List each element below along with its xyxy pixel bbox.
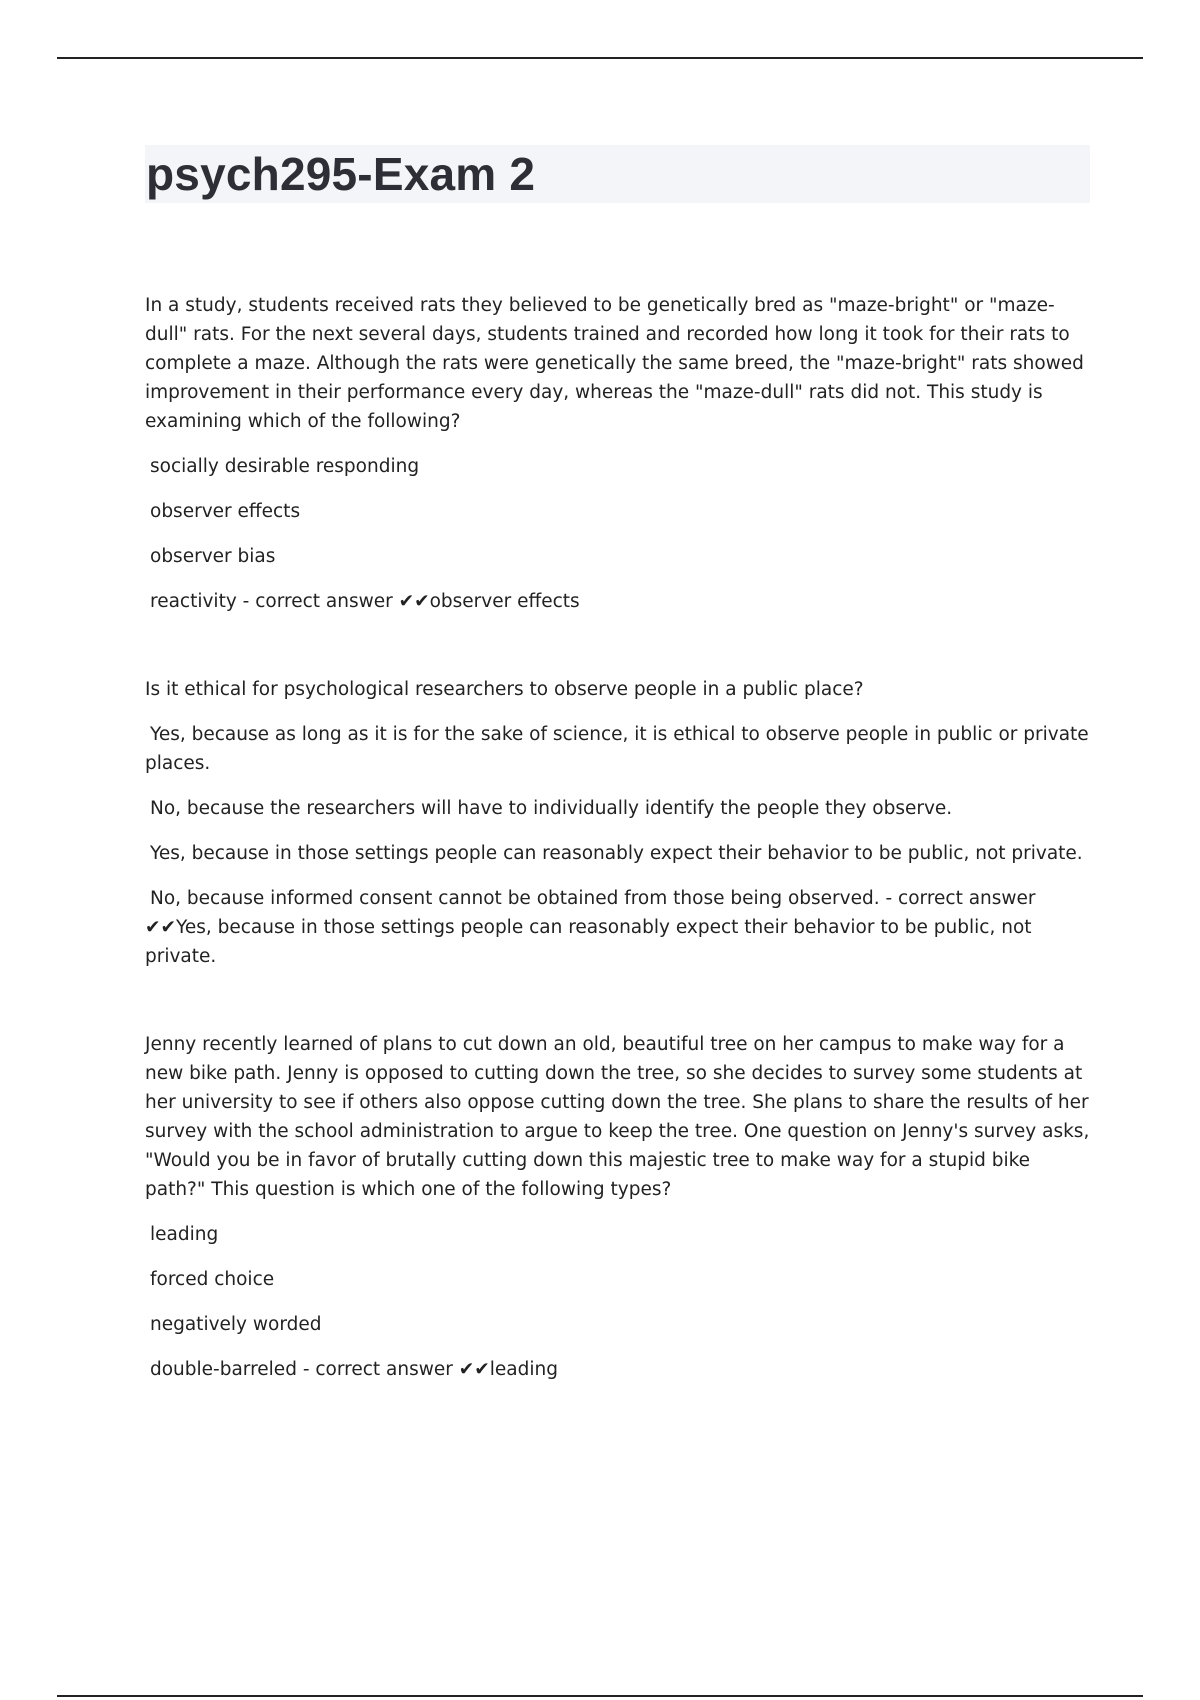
document-body <box>145 291 1090 1384</box>
correct-answer-marker: - correct answer ✔✔ <box>236 591 430 612</box>
answer-option: No, because the researchers will have to individually identify the people they observe. <box>150 798 953 819</box>
correct-answer-marker: - correct answer ✔✔ <box>296 1359 490 1380</box>
question-text: Jenny recently learned of plans to cut down an old, beautiful tree on her campus to make way for a new bike path. Jenny is opposed to cutting down the tree, so she decides to survey some students at her university to see if others also oppose cutting down the tree. She plans to share the results of her survey with the school administration to argue to keep the tree. One question on Jenny's survey asks, "Would you be in favor of brutally cutting down this majestic tree to make way for a stupid bike path?" This question is which one of the following types? <box>145 1034 1090 1200</box>
correct-answer-marker: - correct answer ✔✔ <box>145 888 1036 938</box>
question-text: In a study, students received rats they believed to be genetically bred as "maze-bright" or "maze-dull" rats. For the next several days, students trained and recorded how long it took for their rats to complete a maze. Although the rats were genetically the same breed, the "maze-bright" rats showed improvement in their performance every day, whereas the "maze-dull" rats did not. This study is examining which of the following? <box>145 295 1084 432</box>
answer-option-with-key <box>145 1355 1090 1384</box>
document-title: psych295-Exam 2 <box>146 148 536 200</box>
answer-option: leading <box>150 1224 219 1245</box>
answer-option-with-key <box>145 884 1090 971</box>
answer-option: Yes, because in those settings people can reasonably expect their behavior to be public, not private. <box>150 843 1083 864</box>
answer-option-label: reactivity <box>150 591 237 612</box>
question-3 <box>145 1030 1090 1384</box>
answer-option: observer effects <box>150 501 301 522</box>
top-rule <box>57 57 1143 59</box>
answer-option-with-key <box>145 587 1090 616</box>
answer-option-label: double-barreled <box>150 1359 297 1380</box>
answer-option: observer bias <box>150 546 276 567</box>
answer-option: negatively worded <box>150 1314 322 1335</box>
answer-option-label: No, because informed consent cannot be obtained from those being observed. <box>150 888 880 909</box>
question-1 <box>145 291 1090 616</box>
answer-option: Yes, because as long as it is for the sake of science, it is ethical to observe people in public or private places. <box>145 724 1089 774</box>
correct-answer: observer effects <box>429 591 580 612</box>
question-2 <box>145 675 1090 971</box>
answer-option: forced choice <box>150 1269 275 1290</box>
answer-option: socially desirable responding <box>150 456 420 477</box>
question-text: Is it ethical for psychological researchers to observe people in a public place? <box>145 679 864 700</box>
bottom-rule <box>57 1695 1143 1697</box>
correct-answer: Yes, because in those settings people can reasonably expect their behavior to be public, not private. <box>145 917 1032 967</box>
correct-answer: leading <box>489 1359 558 1380</box>
